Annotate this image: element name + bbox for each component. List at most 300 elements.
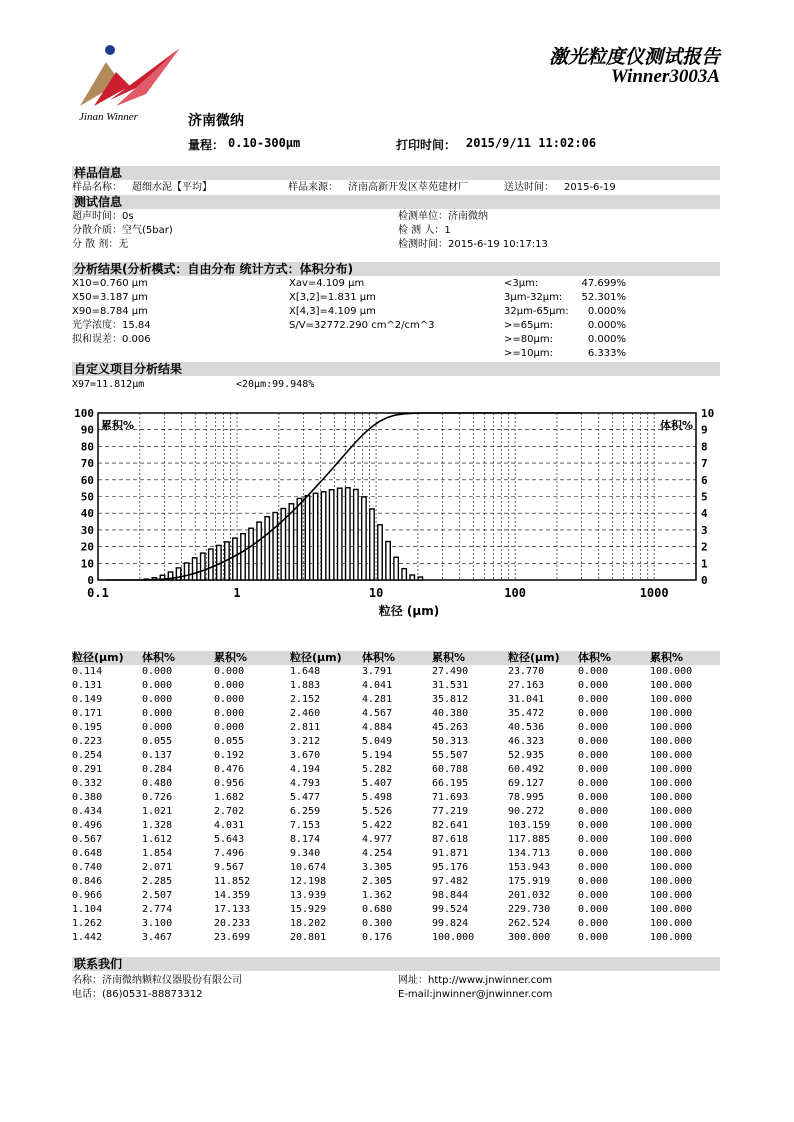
- table-row: [72, 791, 720, 805]
- column-header: 体积%: [362, 651, 396, 664]
- table-cell: 0.055: [142, 736, 173, 747]
- table-cell: 78.995: [508, 792, 545, 803]
- table-cell: 0.000: [578, 666, 609, 677]
- table-cell: 15.929: [290, 904, 327, 915]
- volume-bar: [192, 558, 196, 580]
- y-left-tick-label: 10: [80, 557, 94, 571]
- print-time-value: 2015/9/11 11:02:06: [466, 136, 597, 150]
- column-header: 累积%: [650, 651, 684, 664]
- table-cell: 7.153: [290, 820, 321, 831]
- table-cell: 82.641: [432, 820, 469, 831]
- volume-bar: [209, 549, 213, 580]
- table-cell: 1.104: [72, 904, 103, 915]
- volume-bar: [362, 497, 366, 580]
- report-title: 激光粒度仪测试报告: [548, 46, 720, 68]
- instrument-model: Winner3003A: [610, 66, 720, 87]
- table-cell: 0.000: [142, 666, 173, 677]
- table-cell: 0.000: [578, 778, 609, 789]
- table-cell: 40.380: [432, 708, 469, 719]
- analysis-col1: [72, 277, 151, 347]
- table-cell: 1.682: [214, 792, 245, 803]
- table-cell: 1.442: [72, 932, 103, 943]
- table-cell: 4.031: [214, 820, 245, 831]
- table-cell: 1.648: [290, 666, 321, 677]
- data-table: [72, 651, 720, 945]
- table-cell: 100.000: [650, 890, 693, 901]
- table-cell: 100.000: [650, 694, 693, 705]
- table-row: [72, 749, 720, 763]
- table-cell: 11.852: [214, 876, 251, 887]
- table-cell: 8.174: [290, 834, 321, 845]
- volume-bar: [241, 534, 245, 580]
- table-cell: 1.262: [72, 918, 103, 929]
- test-info-header: 测试信息: [72, 195, 720, 209]
- contact-header: 联系我们: [72, 957, 720, 971]
- table-cell: 3.100: [142, 918, 173, 929]
- table-cell: 45.263: [432, 722, 469, 733]
- table-cell: 13.939: [290, 890, 327, 901]
- table-cell: 27.163: [508, 680, 545, 691]
- table-cell: 100.000: [650, 708, 693, 719]
- volume-bar: [305, 496, 309, 580]
- analysis-col3-labels: [504, 277, 569, 361]
- y-left-tick-label: 80: [80, 440, 94, 454]
- table-row: [72, 833, 720, 847]
- y-left-tick-label: 70: [80, 457, 94, 471]
- table-cell: 0.000: [578, 918, 609, 929]
- table-cell: 17.133: [214, 904, 251, 915]
- table-cell: 0.000: [214, 722, 245, 733]
- table-cell: 50.313: [432, 736, 469, 747]
- table-cell: 7.496: [214, 848, 245, 859]
- table-cell: 20.801: [290, 932, 327, 943]
- table-cell: 0.192: [214, 750, 245, 761]
- send-time-value: 2015-6-19: [564, 182, 616, 193]
- range-percent: 0.000%: [587, 334, 626, 345]
- table-cell: 0.000: [578, 708, 609, 719]
- table-cell: 0.000: [214, 666, 245, 677]
- table-cell: 1.328: [142, 820, 173, 831]
- volume-bar: [249, 528, 253, 580]
- table-cell: 100.000: [432, 932, 475, 943]
- table-row: [72, 847, 720, 861]
- table-cell: 14.359: [214, 890, 251, 901]
- table-row: [72, 861, 720, 875]
- table-row: [72, 763, 720, 777]
- table-cell: 0.434: [72, 806, 103, 817]
- table-cell: 0.195: [72, 722, 103, 733]
- table-cell: 27.490: [432, 666, 469, 677]
- volume-bar: [265, 517, 269, 580]
- table-cell: 0.000: [578, 848, 609, 859]
- volume-bar: [402, 569, 406, 580]
- y-left-tick-label: 40: [80, 507, 94, 521]
- table-cell: 100.000: [650, 848, 693, 859]
- table-cell: 4.281: [362, 694, 393, 705]
- range-percent: 6.333%: [587, 348, 626, 359]
- table-cell: 1.854: [142, 848, 173, 859]
- table-cell: 0.000: [578, 834, 609, 845]
- table-cell: 100.000: [650, 778, 693, 789]
- table-cell: 262.524: [508, 918, 551, 929]
- table-cell: 2.071: [142, 862, 173, 873]
- y-left-tick-label: 90: [80, 423, 94, 437]
- table-cell: 229.730: [508, 904, 551, 915]
- table-cell: 100.000: [650, 792, 693, 803]
- table-cell: 31.041: [508, 694, 545, 705]
- table-cell: 0.149: [72, 694, 103, 705]
- table-cell: 0.000: [578, 890, 609, 901]
- table-cell: 2.507: [142, 890, 173, 901]
- contact-company: 名称：济南微纳颗粒仪器股份有限公司: [72, 975, 242, 986]
- range-label: >=10μm:: [504, 348, 553, 359]
- table-cell: 0.000: [142, 722, 173, 733]
- table-cell: 4.194: [290, 764, 321, 775]
- table-cell: 0.000: [578, 680, 609, 691]
- y-right-tick-label: 3: [701, 523, 708, 537]
- volume-bar: [184, 563, 188, 580]
- volume-bar: [386, 542, 390, 580]
- table-cell: 4.977: [362, 834, 393, 845]
- column-header: 粒径(μm): [72, 651, 124, 664]
- table-cell: 100.000: [650, 764, 693, 775]
- table-cell: 31.531: [432, 680, 469, 691]
- plot-frame: [98, 413, 696, 580]
- table-cell: 100.000: [650, 918, 693, 929]
- print-time-label: 打印时间：: [396, 138, 457, 152]
- table-cell: 0.300: [362, 918, 393, 929]
- table-cell: 60.492: [508, 764, 545, 775]
- table-cell: 23.699: [214, 932, 251, 943]
- table-cell: 0.114: [72, 666, 103, 677]
- contact-phone: 电话：(86)0531-88873312: [72, 989, 203, 1000]
- table-cell: 4.567: [362, 708, 393, 719]
- table-cell: 5.643: [214, 834, 245, 845]
- x-tick-label: 1000: [639, 586, 669, 600]
- table-cell: 1.362: [362, 890, 393, 901]
- volume-bar: [378, 525, 382, 580]
- table-cell: 3.467: [142, 932, 173, 943]
- table-cell: 0.476: [214, 764, 245, 775]
- table-row: [72, 875, 720, 889]
- volume-bar: [273, 513, 277, 580]
- table-cell: 0.284: [142, 764, 173, 775]
- range-label: 3μm-32μm:: [504, 292, 563, 303]
- table-cell: 1.021: [142, 806, 173, 817]
- range-label: 量程：: [188, 138, 225, 152]
- table-cell: 2.811: [290, 722, 321, 733]
- table-cell: 0.648: [72, 848, 103, 859]
- table-cell: 0.000: [214, 708, 245, 719]
- table-cell: 100.000: [650, 820, 693, 831]
- column-header: 体积%: [578, 651, 612, 664]
- table-cell: 0.740: [72, 862, 103, 873]
- column-header: 累积%: [214, 651, 248, 664]
- y-right-tick-label: 5: [701, 490, 708, 504]
- test-time: 检测时间：2015-6-19 10:17:13: [398, 239, 548, 250]
- table-cell: 134.713: [508, 848, 551, 859]
- table-cell: 20.233: [214, 918, 251, 929]
- table-cell: 2.285: [142, 876, 173, 887]
- y-left-tick-label: 100: [74, 407, 94, 420]
- table-cell: 99.524: [432, 904, 469, 915]
- analysis-stat: Xav=4.109 μm: [289, 278, 365, 289]
- table-cell: 0.000: [578, 820, 609, 831]
- table-row: [72, 777, 720, 791]
- table-cell: 103.159: [508, 820, 551, 831]
- table-cell: 69.127: [508, 778, 545, 789]
- column-header: 粒径(μm): [290, 651, 342, 664]
- table-cell: 2.702: [214, 806, 245, 817]
- table-cell: 175.919: [508, 876, 551, 887]
- table-cell: 0.846: [72, 876, 103, 887]
- table-cell: 23.770: [508, 666, 545, 677]
- table-row: [72, 931, 720, 945]
- y-right-tick-label: 0: [701, 574, 708, 587]
- range-percent: 47.699%: [581, 278, 626, 289]
- table-cell: 0.966: [72, 890, 103, 901]
- range-percent: 52.301%: [581, 292, 626, 303]
- y-left-tick-label: 50: [80, 490, 94, 504]
- table-cell: 77.219: [432, 806, 469, 817]
- table-cell: 91.871: [432, 848, 469, 859]
- table-cell: 0.496: [72, 820, 103, 831]
- table-cell: 71.693: [432, 792, 469, 803]
- table-cell: 60.788: [432, 764, 469, 775]
- table-cell: 5.049: [362, 736, 393, 747]
- range-value: 0.10-300μm: [228, 136, 301, 150]
- volume-bar: [257, 522, 261, 580]
- table-cell: 0.000: [578, 750, 609, 761]
- column-header: 体积%: [142, 651, 176, 664]
- dispersion-medium: 分散介质：空气(5bar): [72, 225, 173, 236]
- table-cell: 40.536: [508, 722, 545, 733]
- table-cell: 5.407: [362, 778, 393, 789]
- analysis-col3-values: [580, 277, 626, 361]
- y-right-tick-label: 1: [701, 557, 708, 571]
- table-cell: 0.254: [72, 750, 103, 761]
- table-cell: 6.259: [290, 806, 321, 817]
- logo-mark-icon: [76, 42, 186, 114]
- analysis-stat: X90=8.784 μm: [72, 306, 148, 317]
- column-header: 粒径(μm): [508, 651, 560, 664]
- table-cell: 100.000: [650, 750, 693, 761]
- column-header: 累积%: [432, 651, 466, 664]
- table-cell: 0.000: [578, 736, 609, 747]
- table-cell: 5.477: [290, 792, 321, 803]
- table-cell: 35.812: [432, 694, 469, 705]
- send-time-label: 送达时间：: [504, 182, 554, 193]
- table-cell: 100.000: [650, 932, 693, 943]
- table-cell: 100.000: [650, 722, 693, 733]
- y-right-tick-label: 9: [701, 423, 708, 437]
- table-cell: 66.195: [432, 778, 469, 789]
- table-cell: 0.176: [362, 932, 393, 943]
- table-cell: 201.032: [508, 890, 551, 901]
- y-right-tick-label: 8: [701, 440, 708, 454]
- contact-email[interactable]: E-mail:jnwinner@jnwinner.com: [398, 989, 553, 1000]
- table-cell: 0.000: [578, 806, 609, 817]
- table-cell: 97.482: [432, 876, 469, 887]
- y-right-tick-label: 7: [701, 457, 708, 471]
- y-right-tick-label: 10: [701, 407, 715, 420]
- table-cell: 4.884: [362, 722, 393, 733]
- table-cell: 3.791: [362, 666, 393, 677]
- table-cell: 100.000: [650, 876, 693, 887]
- volume-bar: [321, 492, 325, 580]
- table-cell: 0.000: [214, 680, 245, 691]
- table-cell: 0.000: [578, 792, 609, 803]
- test-unit: 检测单位：济南微纳: [398, 211, 488, 222]
- analysis-stat: X50=3.187 μm: [72, 292, 148, 303]
- table-cell: 4.254: [362, 848, 393, 859]
- table-row: [72, 889, 720, 903]
- table-cell: 2.152: [290, 694, 321, 705]
- table-cell: 0.680: [362, 904, 393, 915]
- lt20-value: <20μm:99.948%: [236, 379, 315, 390]
- table-cell: 0.000: [142, 694, 173, 705]
- table-cell: 0.055: [214, 736, 245, 747]
- table-cell: 0.000: [578, 876, 609, 887]
- table-cell: 100.000: [650, 680, 693, 691]
- table-row: [72, 721, 720, 735]
- volume-bar: [354, 489, 358, 580]
- right-axis-label: 体积%: [659, 419, 693, 432]
- y-right-tick-label: 4: [701, 507, 708, 521]
- analysis-header: 分析结果(分析模式：自由分布 统计方式：体积分布): [72, 262, 720, 276]
- table-cell: 87.618: [432, 834, 469, 845]
- x-tick-label: 10: [368, 586, 384, 600]
- volume-bar: [313, 493, 317, 580]
- table-cell: 5.526: [362, 806, 393, 817]
- table-cell: 12.198: [290, 876, 327, 887]
- volume-bar: [418, 577, 422, 580]
- table-cell: 1.612: [142, 834, 173, 845]
- volume-bar: [370, 509, 374, 580]
- table-cell: 0.726: [142, 792, 173, 803]
- table-cell: 4.793: [290, 778, 321, 789]
- table-cell: 5.422: [362, 820, 393, 831]
- ultrasonic-time: 超声时间：0s: [72, 211, 134, 222]
- table-cell: 0.480: [142, 778, 173, 789]
- logo-text: Jinan Winner: [79, 111, 138, 123]
- table-cell: 0.000: [578, 722, 609, 733]
- analysis-stat: S/V=32772.290 cm^2/cm^3: [289, 320, 435, 331]
- table-cell: 3.212: [290, 736, 321, 747]
- volume-bar: [289, 504, 293, 580]
- table-cell: 2.305: [362, 876, 393, 887]
- analysis-col2: [289, 277, 435, 333]
- volume-bar: [346, 488, 350, 580]
- table-cell: 0.171: [72, 708, 103, 719]
- table-cell: 0.000: [578, 904, 609, 915]
- test-operator: 检 测 人：1: [398, 225, 451, 236]
- x-tick-label: 1: [233, 586, 241, 600]
- range-percent: 0.000%: [587, 306, 626, 317]
- table-cell: 95.176: [432, 862, 469, 873]
- y-left-tick-label: 30: [80, 523, 94, 537]
- range-label: >=80μm:: [504, 334, 553, 345]
- table-cell: 46.323: [508, 736, 545, 747]
- table-cell: 0.000: [578, 764, 609, 775]
- y-right-tick-label: 6: [701, 473, 708, 487]
- table-cell: 100.000: [650, 806, 693, 817]
- table-cell: 100.000: [650, 666, 693, 677]
- table-cell: 35.472: [508, 708, 545, 719]
- analysis-stat: 光学浓度：15.84: [72, 320, 151, 331]
- y-left-tick-label: 20: [80, 540, 94, 554]
- table-cell: 10.674: [290, 862, 327, 873]
- table-cell: 100.000: [650, 834, 693, 845]
- table-cell: 5.498: [362, 792, 393, 803]
- table-cell: 0.000: [214, 694, 245, 705]
- table-row: [72, 679, 720, 693]
- y-left-tick-label: 60: [80, 473, 94, 487]
- table-row: [72, 819, 720, 833]
- volume-bar: [297, 498, 301, 580]
- table-cell: 117.885: [508, 834, 551, 845]
- table-cell: 55.507: [432, 750, 469, 761]
- volume-bar: [329, 490, 333, 580]
- table-cell: 0.567: [72, 834, 103, 845]
- y-right-tick-label: 2: [701, 540, 708, 554]
- table-cell: 52.935: [508, 750, 545, 761]
- contact-website[interactable]: 网址：http://www.jnwinner.com: [398, 975, 553, 986]
- table-cell: 90.272: [508, 806, 545, 817]
- table-row: [72, 805, 720, 819]
- x97-value: X97=11.812μm: [72, 379, 145, 390]
- table-row: [72, 735, 720, 749]
- table-cell: 0.380: [72, 792, 103, 803]
- sample-name-value: 超细水泥【平均】: [132, 182, 212, 193]
- table-cell: 0.223: [72, 736, 103, 747]
- table-cell: 0.332: [72, 778, 103, 789]
- table-cell: 18.202: [290, 918, 327, 929]
- analysis-stat: X10=0.760 μm: [72, 278, 148, 289]
- table-cell: 0.137: [142, 750, 173, 761]
- table-cell: 0.131: [72, 680, 103, 691]
- custom-analysis-header: 自定义项目分析结果: [72, 362, 720, 376]
- table-cell: 4.041: [362, 680, 393, 691]
- table-cell: 98.844: [432, 890, 469, 901]
- table-cell: 100.000: [650, 862, 693, 873]
- x-axis-title: 粒径 (μm): [378, 604, 440, 618]
- sample-name-label: 样品名称：: [72, 182, 122, 193]
- left-axis-label: 累积%: [101, 419, 135, 432]
- sample-info-header: 样品信息: [72, 166, 720, 180]
- table-cell: 0.000: [578, 932, 609, 943]
- table-cell: 0.000: [578, 694, 609, 705]
- range-percent: 0.000%: [587, 320, 626, 331]
- table-cell: 3.305: [362, 862, 393, 873]
- range-label: >=65μm:: [504, 320, 553, 331]
- x-tick-label: 0.1: [87, 586, 109, 600]
- company-logo: [76, 42, 186, 114]
- distribution-chart: [60, 400, 730, 624]
- table-cell: 5.282: [362, 764, 393, 775]
- table-cell: 1.883: [290, 680, 321, 691]
- table-cell: 0.000: [142, 680, 173, 691]
- table-header-row: [72, 651, 720, 665]
- volume-bar: [394, 557, 398, 580]
- sample-source-label: 样品来源：: [288, 182, 338, 193]
- table-cell: 0.956: [214, 778, 245, 789]
- company-short-name: 济南微纳: [188, 113, 244, 129]
- table-cell: 100.000: [650, 904, 693, 915]
- table-row: [72, 707, 720, 721]
- table-row: [72, 665, 720, 679]
- analysis-stat: 拟和误差：0.006: [72, 334, 151, 345]
